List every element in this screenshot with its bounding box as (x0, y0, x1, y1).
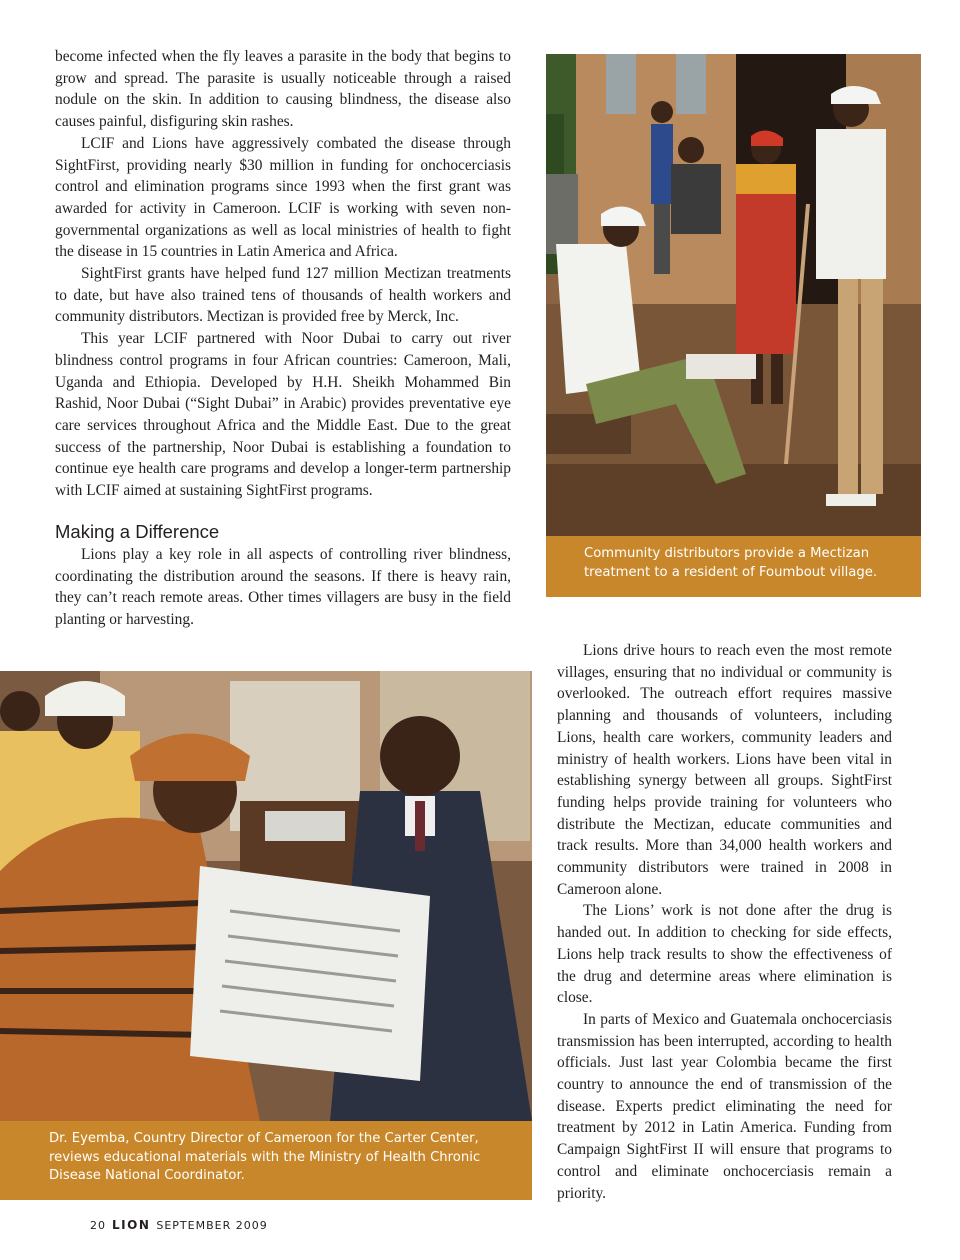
issue-date: SEPTEMBER 2009 (156, 1219, 268, 1232)
magazine-name: LION (112, 1218, 151, 1232)
body-paragraph: Lions play a key role in all aspects of controlling river blindness, coordinating the distribution around the seasons. If there is heavy rain, they can’t reach remote areas. Other times villagers are busy in the field planting or harvesting. (55, 546, 511, 629)
left-column-top (55, 46, 511, 502)
body-paragraph: In parts of Mexico and Guatemala onchocerciasis transmission has been interrupted, according to health officials. Just last year Colombia became the first country to announce the end of transmission of the disease. Experts predict eliminating the need for treatment by 2012 in Latin America. Funding from Campaign SightFirst II will ensure that programs to control and eliminate onchocerciasis remain a priority. (557, 1010, 892, 1202)
body-paragraph: This year LCIF partnered with Noor Dubai to carry out river blindness control programs in four African countries: Cameroon, Mali, Uganda and Ethiopia. Developed by H.H. Sheikh Mohammed Bin Rashid, Noor Dubai (“Sight Dubai” in Arabic) provides preventative eye care services throughout Africa and the Middle East. Due to the great success of the partnership, Noor Dubai is establishing a foundation to continue eye health care programs and develop a longer-term partnership with LCIF aimed at sustaining SightFirst programs. (55, 330, 511, 500)
body-paragraph: The Lions’ work is not done after the drug is handed out. In addition to checking for side effects, Lions help track results to show the effectiveness of the drug and determine areas where elimination is close. (557, 902, 892, 1007)
left-column-bottom (55, 544, 511, 631)
body-paragraph: become infected when the fly leaves a parasite in the body that begins to grow and spread. The parasite is usually noticeable through a raised nodule on the skin. In addition to causing blindness, the disease also causes painful, disfiguring skin rashes. (55, 48, 511, 131)
photo-caption-top: Community distributors provide a Mectizan treatment to a resident of Foumbout village. (546, 536, 921, 597)
photo-caption-bottom: Dr. Eyemba, Country Director of Cameroon for the Carter Center, reviews educational materials with the Ministry of Health Chronic Disease National Coordinator. (0, 1121, 532, 1200)
photo-carter-center-meeting (0, 671, 532, 1121)
section-subhead: Making a Difference (55, 521, 220, 542)
body-paragraph: LCIF and Lions have aggressively combated the disease through SightFirst, providing nearly $30 million in funding for onchocerciasis control and elimination programs since 1993 when the first grant was awarded for activity in Cameroon. LCIF is working with seven non-governmental organizations as well as local ministries of health to fight the disease in 15 countries in Latin America and Africa. (55, 134, 511, 261)
right-column (557, 640, 892, 1204)
body-paragraph: SightFirst grants have helped fund 127 million Mectizan treatments to date, but have also trained tens of thousands of health workers and community distributors. Mectizan is provided free by Merck, Inc. (55, 265, 511, 326)
page-number: 20 (90, 1219, 106, 1232)
page-footer (90, 1218, 268, 1233)
photo-community-distributors (546, 54, 921, 536)
body-paragraph: Lions drive hours to reach even the most remote villages, ensuring that no individual or community is overlooked. The outreach effort requires massive planning and thousands of volunteers, including Lions, health care workers, community leaders and ministry of health workers. Lions have been vital in establishing synergy between all groups. SightFirst funding helps provide training for volunteers who distribute the Mectizan, educate communities and track results. More than 34,000 health workers and community distributors were trained in 2008 in Cameroon alone. (557, 642, 892, 898)
